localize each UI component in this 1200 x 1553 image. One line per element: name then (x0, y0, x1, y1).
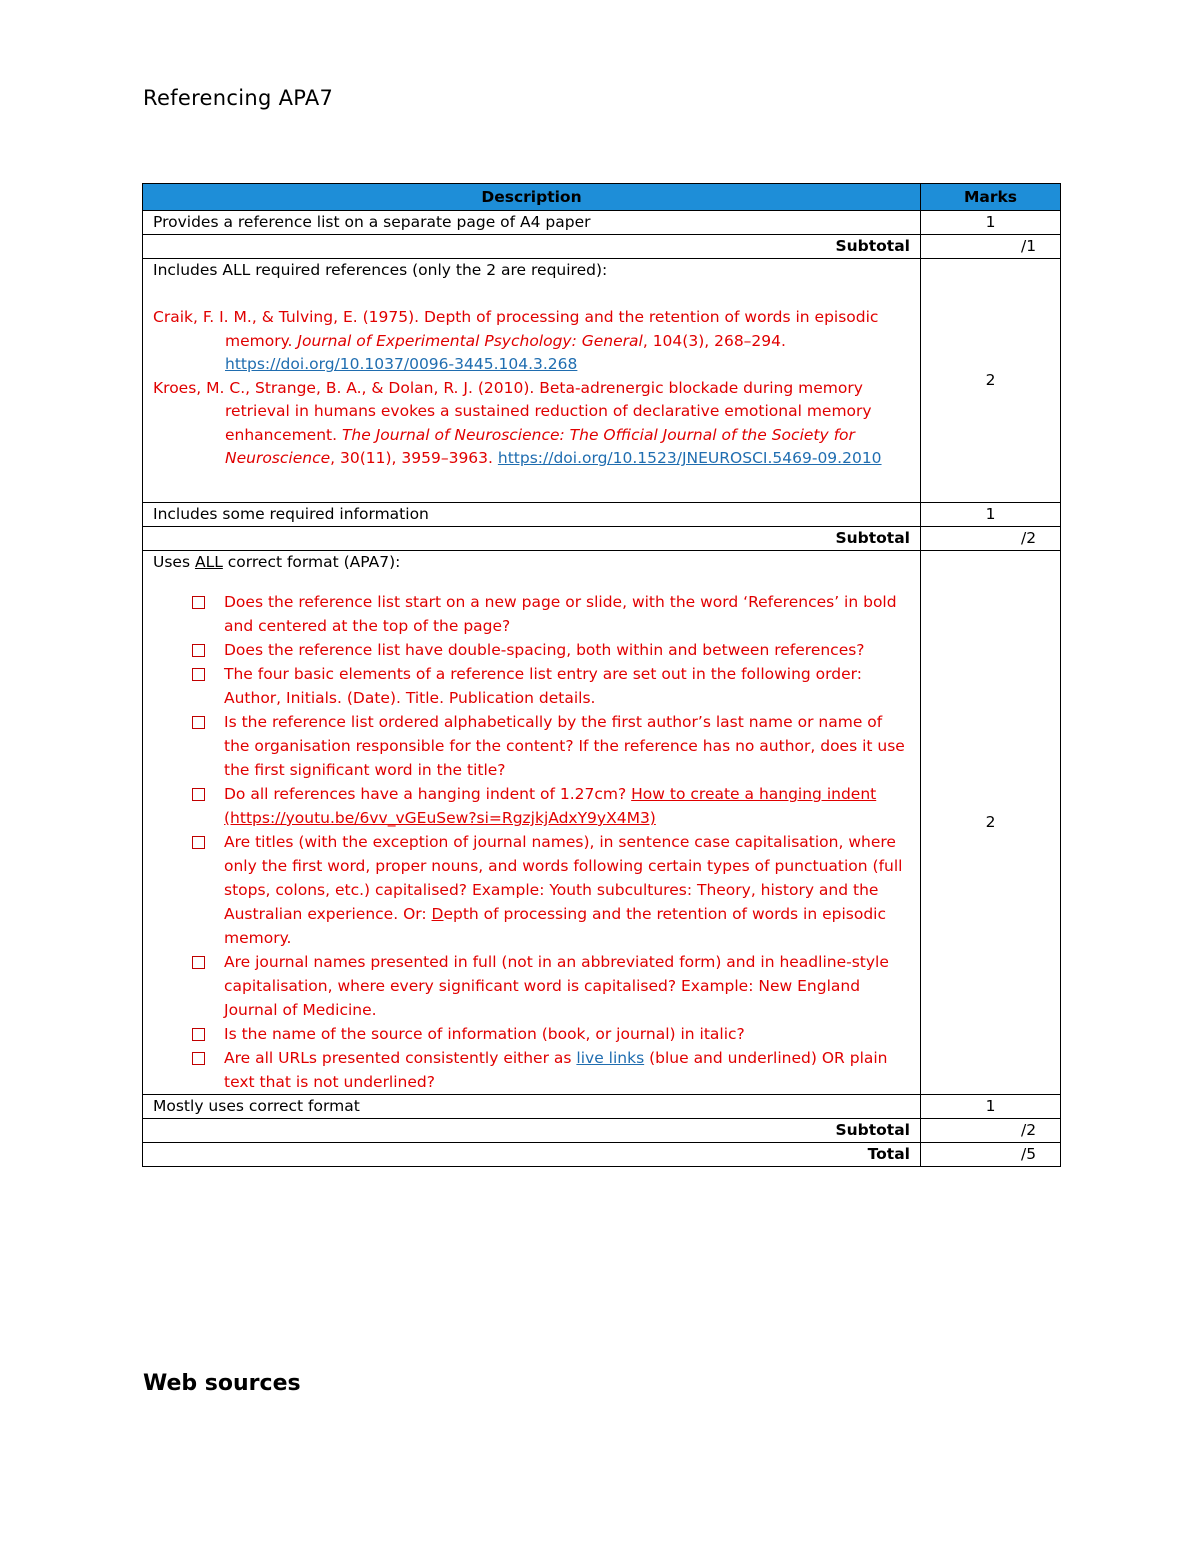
header-description: Description (143, 184, 921, 211)
checklist-item: Does the reference list start on a new page or slide, with the word ‘References’ in bold and centered at the top of the page? (153, 590, 910, 638)
subtotal-row (143, 527, 1061, 551)
references-intro: Includes ALL required references (only the 2 are required): (153, 261, 608, 279)
row-description: Mostly uses correct format (143, 1095, 921, 1119)
doi-link[interactable]: https://doi.org/10.1523/JNEUROSCI.5469-09.2010 (497, 449, 882, 467)
checkbox-icon[interactable] (192, 956, 205, 969)
web-sources-heading: Web sources (143, 1371, 301, 1396)
checkbox-icon[interactable] (192, 668, 205, 681)
subtotal-value: /2 (921, 1119, 1061, 1143)
format-intro: Uses ALL correct format (APA7): (153, 553, 401, 571)
total-row (143, 1143, 1061, 1167)
journal-title: The Journal of Neuroscience: The Official Journal of the Society for Neuroscience (225, 425, 855, 467)
checkbox-icon[interactable] (192, 644, 205, 657)
table-row (143, 211, 1061, 235)
subtotal-label: Subtotal (143, 1119, 921, 1143)
references-cell (143, 259, 921, 503)
row-marks: 2 (921, 551, 1061, 1095)
checklist-item: Are all URLs presented consistently either as live links (blue and underlined) OR plain text that is not underlined? (153, 1046, 910, 1094)
checklist-item: The four basic elements of a reference list entry are set out in the following order: Author, Initials. (Date). Title. Publication details. (153, 662, 910, 710)
subtotal-label: Subtotal (143, 235, 921, 259)
total-value: /5 (921, 1143, 1061, 1167)
subtotal-value: /2 (921, 527, 1061, 551)
row-description: Provides a reference list on a separate page of A4 paper (143, 211, 921, 235)
hanging-indent-link[interactable]: How to create a hanging indent (https://youtu.be/6vv_vGEuSew?si=RgzjkjAdxY9yX4M3) (224, 785, 877, 827)
checklist-item: Does the reference list have double-spacing, both within and between references? (153, 638, 910, 662)
row-description: Includes some required information (143, 503, 921, 527)
total-label: Total (143, 1143, 921, 1167)
checklist-item: Is the reference list ordered alphabetically by the first author’s last name or name of the organisation responsible for the content? If the reference has no author, does it use the first significant word in the title? (153, 710, 910, 782)
checkbox-icon[interactable] (192, 1028, 205, 1041)
page-title: Referencing APA7 (143, 86, 334, 110)
subtotal-value: /1 (921, 235, 1061, 259)
format-checklist (153, 590, 910, 1094)
checkbox-icon[interactable] (192, 716, 205, 729)
checkbox-icon[interactable] (192, 836, 205, 849)
row-marks: 1 (921, 1095, 1061, 1119)
table-row (143, 551, 1061, 1095)
checklist-item: Is the name of the source of information (book, or journal) in italic? (153, 1022, 910, 1046)
header-marks: Marks (921, 184, 1061, 211)
checklist-item: Are titles (with the exception of journal names), in sentence case capitalisation, where only the first word, proper nouns, and words following certain types of punctuation (full stops, colons, etc.) capitalised? Example: Youth subcultures: Theory, history and the Australian experience. Or: Depth of processing and the retention of words in episodic memory. (153, 830, 910, 950)
journal-title: Journal of Experimental Psychology: General (297, 331, 643, 350)
table-header-row (143, 184, 1061, 211)
checkbox-icon[interactable] (192, 596, 205, 609)
subtotal-row (143, 235, 1061, 259)
reference-entry: Kroes, M. C., Strange, B. A., & Dolan, R. J. (2010). Beta-adrenergic blockade during memory retrieval in humans evokes a sustained reduction of declarative emotional memory enhancement. The Journal of Neuroscience: The Official Journal of the Society for Neuroscience, 30(11), 3959–3963. https://doi.org/10.1523/JNEUROSCI.5469-09.2010 (153, 378, 882, 467)
row-marks: 1 (921, 503, 1061, 527)
marking-rubric-table (142, 183, 1061, 1167)
subtotal-label: Subtotal (143, 527, 921, 551)
live-links-link[interactable]: live links (576, 1049, 645, 1067)
reference-entry: Craik, F. I. M., & Tulving, E. (1975). Depth of processing and the retention of words in episodic memory. Journal of Experimental Psychology: General, 104(3), 268–294. https://doi.org/10.1037/0096-3445.104.3.268 (153, 308, 879, 373)
doi-link[interactable]: https://doi.org/10.1037/0096-3445.104.3.268 (225, 355, 578, 373)
subtotal-row (143, 1119, 1061, 1143)
checklist-item: Are journal names presented in full (not in an abbreviated form) and in headline-style capitalisation, where every significant word is capitalised? Example: New England Journal of Medicine. (153, 950, 910, 1022)
table-row (143, 259, 1061, 503)
table-row (143, 1095, 1061, 1119)
format-checklist-cell (143, 551, 921, 1095)
checkbox-icon[interactable] (192, 1052, 205, 1065)
checklist-item: Do all references have a hanging indent of 1.27cm? How to create a hanging indent (https://youtu.be/6vv_vGEuSew?si=RgzjkjAdxY9yX4M3) (153, 782, 910, 830)
row-marks: 2 (921, 259, 1061, 503)
table-row (143, 503, 1061, 527)
row-marks: 1 (921, 211, 1061, 235)
checkbox-icon[interactable] (192, 788, 205, 801)
